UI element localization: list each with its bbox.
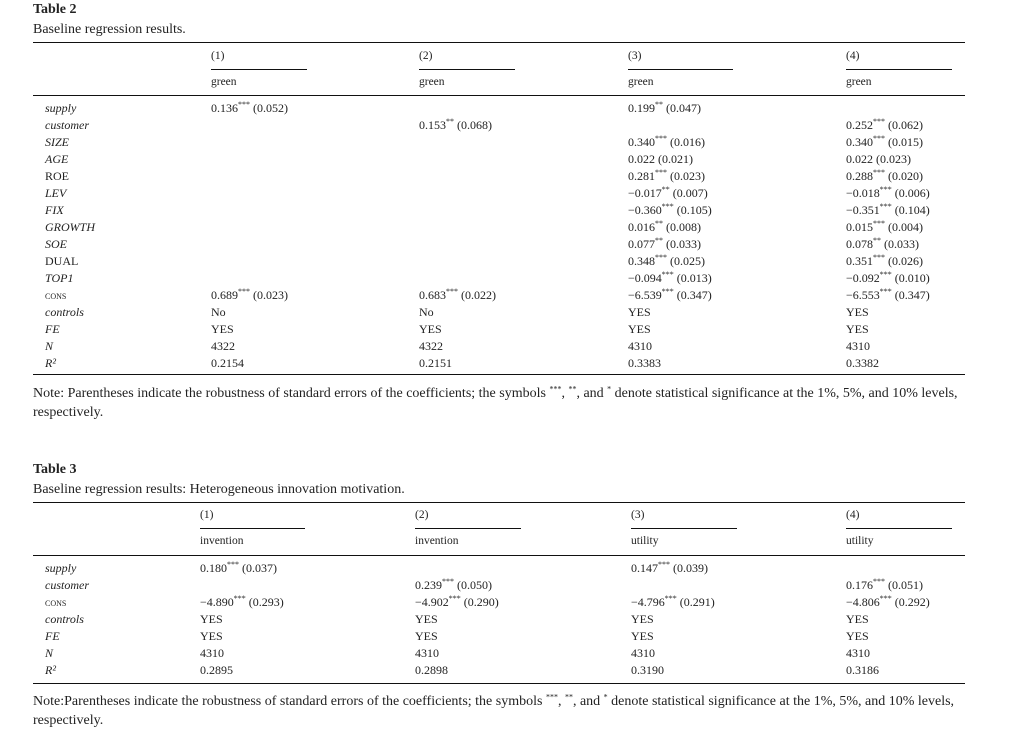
header-rule <box>33 95 965 96</box>
table-cell: −0.092*** (0.010) <box>846 270 930 285</box>
row-label: SIZE <box>45 135 69 149</box>
table-3 <box>33 462 965 687</box>
table-cell: 4310 <box>200 646 224 660</box>
table-cell: YES <box>419 322 442 336</box>
table-cell: 0.340*** (0.016) <box>628 134 705 149</box>
row-label: N <box>45 339 54 353</box>
table-cell: −6.539*** (0.347) <box>628 287 712 302</box>
table-cell: YES <box>628 305 651 319</box>
table-cell: 0.016** (0.008) <box>628 219 701 234</box>
table-cell: 0.2154 <box>211 356 244 370</box>
dependent-variable: green <box>628 76 654 88</box>
row-label: R² <box>45 356 56 370</box>
table-cell: −0.017** (0.007) <box>628 185 708 200</box>
row-label: controls <box>45 612 84 626</box>
table-cell: 0.689*** (0.023) <box>211 287 288 302</box>
column-number: (4) <box>846 50 860 62</box>
dependent-variable: green <box>211 76 237 88</box>
row-label: FE <box>45 629 60 643</box>
table-cell: YES <box>628 322 651 336</box>
table-cell: 0.281*** (0.023) <box>628 168 705 183</box>
table-row <box>33 322 965 339</box>
table-cell: YES <box>200 612 223 626</box>
row-label: customer <box>45 578 89 592</box>
column-number: (4) <box>846 509 860 521</box>
table-cell: 0.015*** (0.004) <box>846 219 923 234</box>
table-cell: 0.3383 <box>628 356 661 370</box>
top-rule <box>33 502 965 503</box>
table-caption: Baseline regression results: Heterogeneous innovation motivation. <box>33 482 405 497</box>
table-cell: YES <box>211 322 234 336</box>
column-number: (2) <box>415 509 429 521</box>
row-label: ROE <box>45 169 69 183</box>
row-label: cons <box>45 595 67 609</box>
table-title: Table 3 <box>33 462 77 477</box>
table-cell: YES <box>415 629 438 643</box>
table-cell: 0.078** (0.033) <box>846 236 919 251</box>
table-cell: 4310 <box>628 339 652 353</box>
row-label: supply <box>45 561 77 575</box>
row-label: FIX <box>45 203 64 217</box>
table-cell: 0.3382 <box>846 356 879 370</box>
table-row <box>33 629 965 646</box>
dependent-variable: green <box>846 76 872 88</box>
table-row <box>33 169 965 186</box>
table-cell: −4.796*** (0.291) <box>631 594 715 609</box>
table-title: Table 2 <box>33 2 77 17</box>
table-note: Note:Parentheses indicate the robustness of standard errors of the coefficients; the symbols ***, **, and * denote statistical significance at the 1%, 5%, and 10% levels, respectively. <box>33 692 955 728</box>
row-label: GROWTH <box>45 220 95 234</box>
table-cell: 0.348*** (0.025) <box>628 253 705 268</box>
table-cell: YES <box>631 629 654 643</box>
table-cell: 0.077** (0.033) <box>628 236 701 251</box>
table-cell: 0.340*** (0.015) <box>846 134 923 149</box>
dependent-variable: invention <box>415 535 459 547</box>
table-cell: 4310 <box>415 646 439 660</box>
table-row <box>33 646 965 663</box>
table-note: Note: Parentheses indicate the robustness of standard errors of the coefficients; the symbols ***, **, and * denote statistical significance at the 1%, 5%, and 10% levels, respectively. <box>33 384 958 420</box>
dependent-variable: green <box>419 76 445 88</box>
column-underline <box>415 528 521 529</box>
table-cell: 0.2898 <box>415 663 448 677</box>
column-underline <box>846 528 952 529</box>
row-label: LEV <box>45 186 67 200</box>
table-row <box>33 612 965 629</box>
top-rule <box>33 42 965 43</box>
table-cell: 0.153** (0.068) <box>419 117 492 132</box>
header-rule <box>33 555 965 556</box>
table-row <box>33 186 965 203</box>
table-cell: 0.180*** (0.037) <box>200 560 277 575</box>
table-cell: 0.199** (0.047) <box>628 100 701 115</box>
table-cell: 0.239*** (0.050) <box>415 577 492 592</box>
table-row <box>33 101 965 118</box>
row-label: controls <box>45 305 84 319</box>
row-label: TOP1 <box>45 271 74 285</box>
column-underline <box>628 69 733 70</box>
table-row <box>33 135 965 152</box>
table-cell: YES <box>846 612 869 626</box>
column-underline <box>200 528 305 529</box>
table-cell: 0.2151 <box>419 356 452 370</box>
column-number: (3) <box>631 509 645 521</box>
table-cell: YES <box>846 305 869 319</box>
table-row <box>33 237 965 254</box>
row-label: R² <box>45 663 56 677</box>
table-row <box>33 118 965 135</box>
table-cell: No <box>419 305 434 319</box>
table-row <box>33 220 965 237</box>
table-cell: −0.018*** (0.006) <box>846 185 930 200</box>
table-row <box>33 578 965 595</box>
table-cell: 0.022 (0.023) <box>846 152 911 166</box>
column-underline <box>419 69 515 70</box>
table-cell: 4322 <box>211 339 235 353</box>
dependent-variable: invention <box>200 535 244 547</box>
dependent-variable: utility <box>631 535 659 547</box>
table-cell: 0.3186 <box>846 663 879 677</box>
table-row <box>33 271 965 288</box>
table-row <box>33 595 965 612</box>
row-label: supply <box>45 101 77 115</box>
bottom-rule <box>33 683 965 684</box>
table-cell: 0.176*** (0.051) <box>846 577 923 592</box>
table-cell: 0.022 (0.021) <box>628 152 693 166</box>
table-cell: −4.902*** (0.290) <box>415 594 499 609</box>
table-row <box>33 254 965 271</box>
table-cell: 0.288*** (0.020) <box>846 168 923 183</box>
table-row <box>33 339 965 356</box>
table-row <box>33 561 965 578</box>
table-2 <box>33 2 965 372</box>
column-underline <box>631 528 737 529</box>
table-cell: 4310 <box>631 646 655 660</box>
table-cell: 0.136*** (0.052) <box>211 100 288 115</box>
row-label: FE <box>45 322 60 336</box>
column-number: (1) <box>200 509 214 521</box>
table-cell: 0.683*** (0.022) <box>419 287 496 302</box>
table-cell: No <box>211 305 226 319</box>
table-cell: −0.094*** (0.013) <box>628 270 712 285</box>
table-cell: 4322 <box>419 339 443 353</box>
table-caption: Baseline regression results. <box>33 22 186 37</box>
column-underline <box>846 69 952 70</box>
row-label: SOE <box>45 237 67 251</box>
table-cell: 0.147*** (0.039) <box>631 560 708 575</box>
table-cell: 4310 <box>846 339 870 353</box>
row-label: cons <box>45 288 67 302</box>
column-number: (2) <box>419 50 433 62</box>
table-row <box>33 305 965 322</box>
table-row <box>33 152 965 169</box>
table-cell: 0.3190 <box>631 663 664 677</box>
table-cell: −4.806*** (0.292) <box>846 594 930 609</box>
table-cell: 0.351*** (0.026) <box>846 253 923 268</box>
table-cell: −0.360*** (0.105) <box>628 202 712 217</box>
table-row <box>33 356 965 373</box>
row-label: customer <box>45 118 89 132</box>
table-cell: YES <box>200 629 223 643</box>
table-cell: 0.2895 <box>200 663 233 677</box>
bottom-rule <box>33 374 965 375</box>
table-cell: YES <box>846 322 869 336</box>
table-row <box>33 203 965 220</box>
table-row <box>33 663 965 680</box>
table-cell: 4310 <box>846 646 870 660</box>
column-underline <box>211 69 307 70</box>
table-cell: YES <box>846 629 869 643</box>
column-number: (3) <box>628 50 642 62</box>
table-cell: −0.351*** (0.104) <box>846 202 930 217</box>
column-number: (1) <box>211 50 225 62</box>
row-label: AGE <box>45 152 69 166</box>
table-row <box>33 288 965 305</box>
dependent-variable: utility <box>846 535 874 547</box>
table-cell: YES <box>415 612 438 626</box>
row-label: N <box>45 646 54 660</box>
table-cell: −6.553*** (0.347) <box>846 287 930 302</box>
row-label: DUAL <box>45 254 79 268</box>
table-cell: 0.252*** (0.062) <box>846 117 923 132</box>
table-cell: −4.890*** (0.293) <box>200 594 284 609</box>
table-cell: YES <box>631 612 654 626</box>
